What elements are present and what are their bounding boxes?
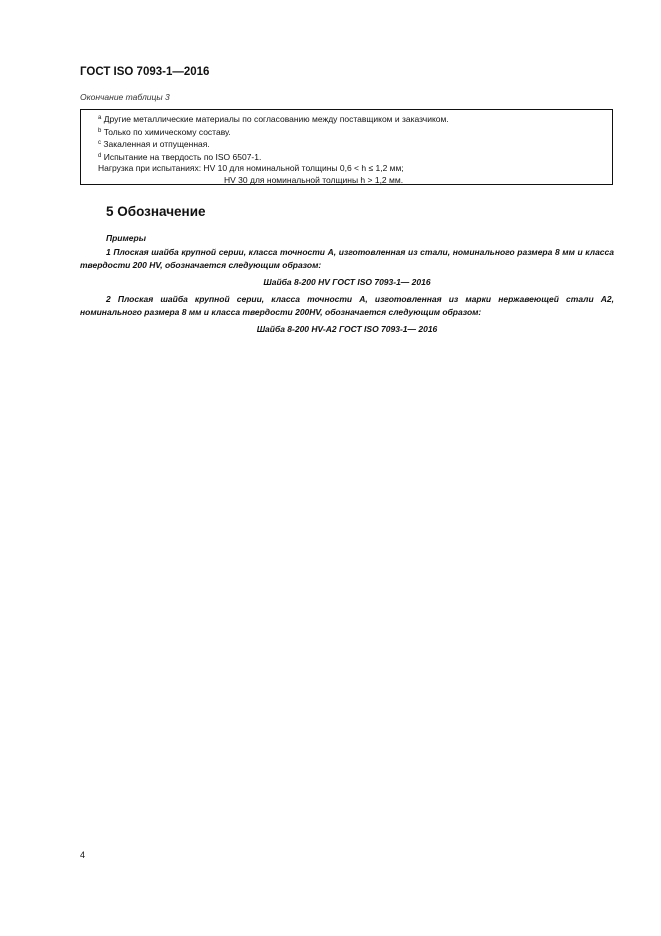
table-footnotes bbox=[80, 109, 613, 185]
footnote: $^a$ Другие металлические материалы по согласованию между поставщиком и заказчиком. bbox=[98, 114, 449, 124]
formula-2: Шайба 8-200 HV-A2 ГОСТ ISO 7093-1— 2016 bbox=[256, 324, 438, 334]
examples-label: Примеры bbox=[106, 233, 146, 243]
document-header: ГОСТ ISO 7093-1—2016 bbox=[80, 66, 210, 78]
formula-1: Шайба 8-200 HV ГОСТ ISO 7093-1— 2016 bbox=[263, 277, 431, 287]
footnote: $^d$ Испытание на твердость по ISO 6507-1. bbox=[98, 151, 262, 162]
load-line: HV 30 для номинальной толщины h > 1,2 мм. bbox=[224, 174, 404, 185]
footnote: $^c$ Закаленная и отпущенная. bbox=[98, 139, 210, 150]
footnote: $^b$ Только по химическому составу. bbox=[98, 126, 231, 137]
page-number: 4 bbox=[80, 850, 86, 860]
load-line: Нагрузка при испытаниях: HV 10 для номинальной толщины 0,6 < h ≤ 1,2 мм; bbox=[98, 163, 404, 174]
example-2: 2 Плоская шайба крупной серии, класса точности А, изготовленная из марки нержавеющей стали А2, номинального размера 8 мм и класса твердости 200HV, обозначается следующим образом: bbox=[80, 294, 614, 317]
table-caption: Окончание таблицы 3 bbox=[80, 92, 170, 102]
section-title: 5 Обозначение bbox=[106, 204, 206, 219]
example-1: 1 Плоская шайба крупной серии, класса точности А, изготовленная из стали, номинального размера 8 мм и класса твердости 200 HV, обозначается следующим образом: bbox=[80, 247, 614, 270]
